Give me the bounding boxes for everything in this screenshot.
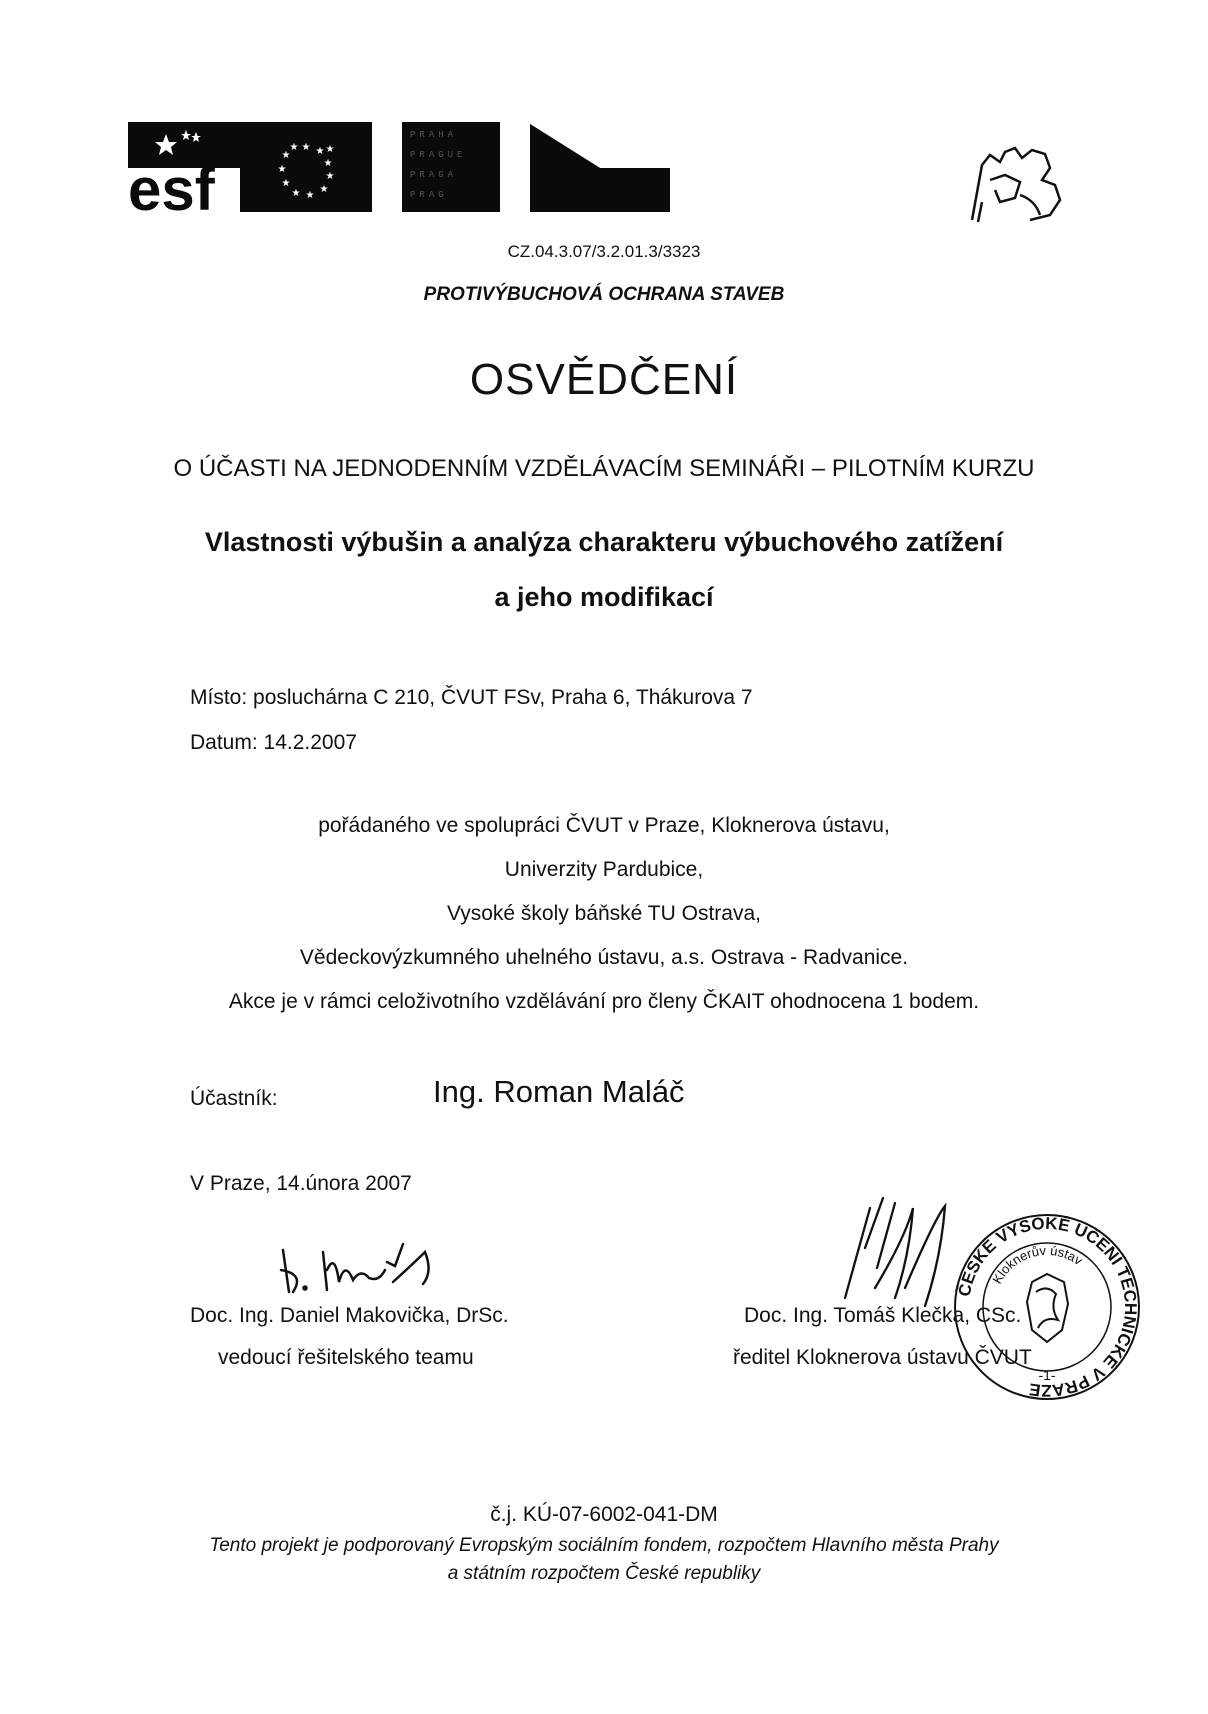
- participant-name: Ing. Roman Maláč: [433, 1074, 685, 1109]
- eu-flag-logo: [240, 122, 372, 212]
- organizer-line: Univerzity Pardubice,: [504, 858, 704, 881]
- svg-text:-1-: -1-: [1038, 1367, 1056, 1383]
- svg-text:ČESKÉ VYSOKÉ UČENÍ TECHNICKÉ V: ČESKÉ VYSOKÉ UČENÍ TECHNICKÉ V PRAZE: [954, 1213, 1141, 1401]
- svg-text:★: ★: [323, 158, 333, 169]
- cvut-lion-logo: [960, 140, 1080, 230]
- svg-text:★: ★: [325, 171, 335, 182]
- svg-text:Kloknerův ústav: Kloknerův ústav: [989, 1242, 1086, 1287]
- date-text: Datum: 14.2.2007: [190, 731, 357, 754]
- funding-line1: Tento projekt je podporovaný Evropským sociálním fondem, rozpočtem Hlavního města Prahy: [209, 1535, 999, 1556]
- certificate-subtitle: O ÚČASTI NA JEDNODENNÍM VZDĚLÁVACÍM SEMINÁŘI – PILOTNÍM KURZU: [173, 455, 1035, 482]
- svg-text:★: ★: [319, 184, 329, 195]
- left-signer-name: Doc. Ing. Daniel Makovička, DrSc.: [190, 1304, 509, 1327]
- project-code: CZ.04.3.07/3.2.01.3/3323: [507, 242, 701, 261]
- esf-logo: [128, 122, 240, 212]
- svg-text:★: ★: [301, 142, 311, 153]
- svg-text:★: ★: [281, 150, 291, 161]
- czech-flag-logo: [530, 124, 670, 212]
- left-signature: [275, 1232, 475, 1302]
- participant-label: Účastník:: [190, 1087, 278, 1110]
- right-signer-name: Doc. Ing. Tomáš Klečka, CSc.: [744, 1304, 1022, 1327]
- svg-text:★: ★: [291, 188, 301, 199]
- funding-line2: a státním rozpočtem České republiky: [447, 1563, 761, 1584]
- place-text: Místo: posluchárna C 210, ČVUT FSv, Praha 6, Thákurova 7: [190, 686, 753, 709]
- ckait-note: Akce je v rámci celoživotního vzdělávání pro členy ČKAIT ohodnocena 1 bodem.: [228, 990, 980, 1013]
- right-signer-role: ředitel Kloknerova ústavu ČVUT: [733, 1346, 1032, 1369]
- svg-text:★: ★: [325, 144, 335, 155]
- svg-text:★: ★: [277, 164, 287, 175]
- reference-number: č.j. KÚ-07-6002-041-DM: [490, 1503, 718, 1526]
- praha-logo: PRAHA PRAGUE PRAGA PRAG: [402, 122, 500, 212]
- svg-text:esf: esf: [128, 156, 215, 212]
- organizer-line: pořádaného ve spolupráci ČVUT v Praze, Kloknerova ústavu,: [318, 814, 890, 837]
- project-name: PROTIVÝBUCHOVÁ OCHRANA STAVEB: [423, 284, 785, 305]
- svg-text:★: ★: [281, 178, 291, 189]
- svg-text:★: ★: [315, 146, 325, 157]
- issue-place-date: V Praze, 14.února 2007: [190, 1172, 412, 1195]
- course-title-line1: Vlastnosti výbušin a analýza charakteru výbuchového zatížení: [204, 527, 1004, 557]
- organizer-line: Vědeckovýzkumného uhelného ústavu, a.s. Ostrava - Radvanice.: [299, 946, 909, 969]
- svg-text:★: ★: [305, 190, 315, 201]
- certificate-title: OSVĚDČENÍ: [469, 355, 739, 404]
- svg-text:★: ★: [289, 142, 299, 153]
- organizer-line: Vysoké školy báňské TU Ostrava,: [447, 902, 761, 925]
- left-signer-role: vedoucí řešitelského teamu: [218, 1346, 474, 1369]
- course-title-line2: a jeho modifikací: [494, 582, 714, 612]
